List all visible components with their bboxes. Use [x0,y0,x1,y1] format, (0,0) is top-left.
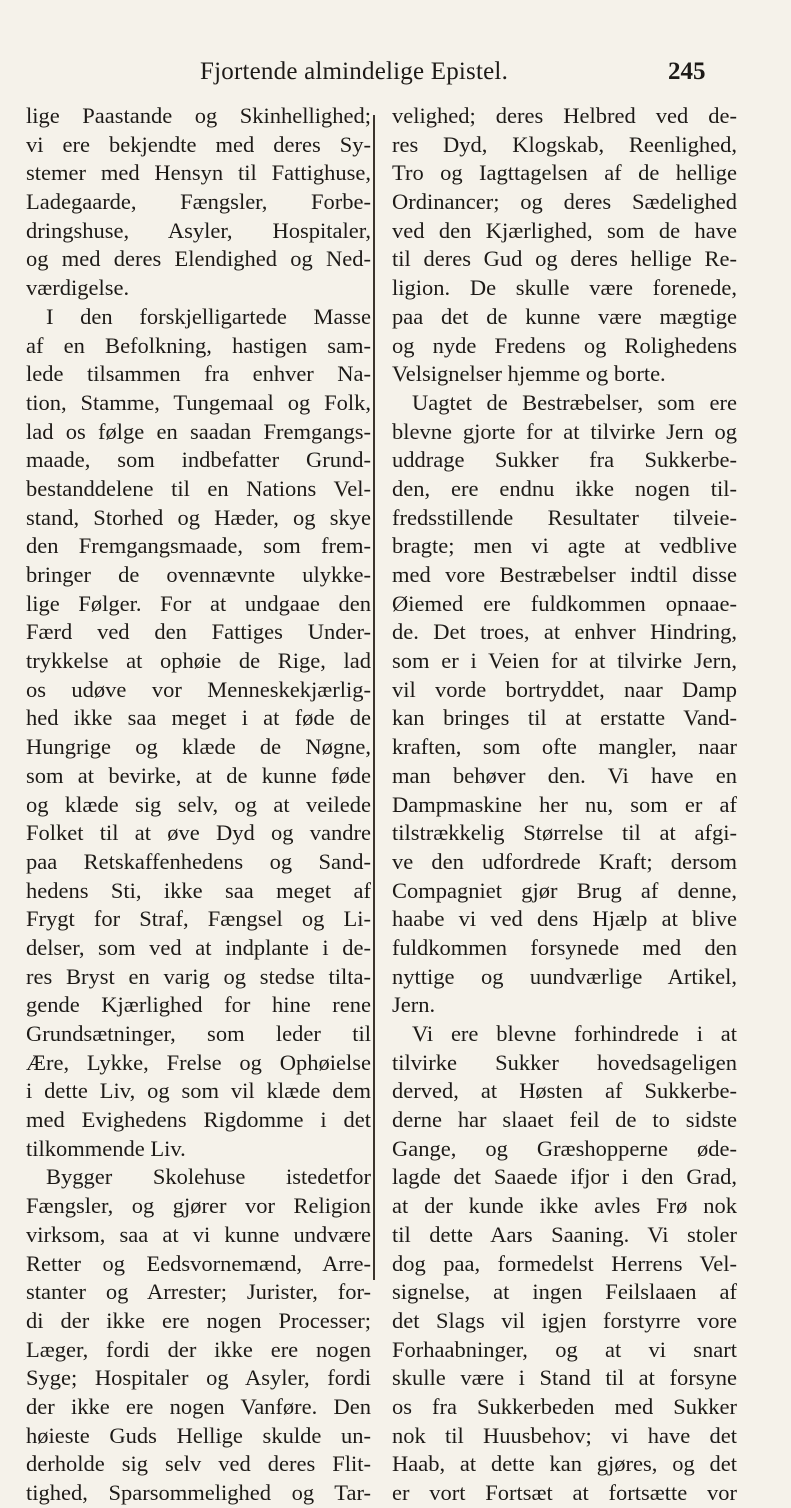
text-line: af en Befolkning, hastigen sam- [26,332,371,358]
text-line: værdigelse. [26,275,130,301]
text-line: de. Det troes, at enhver Hindring, [392,619,737,645]
text-line: lige Følger. For at undgaae den [26,590,371,616]
text-line: Frygt for Straf, Fængsel og Li- [26,906,371,932]
text-line: blevne gjorte for at tilvirke Jern og [392,418,737,444]
text-line: kan bringes til at erstatte Vand- [392,705,737,731]
text-line: fuldkommen forsynede med den [392,934,737,960]
text-line: ved den Kjærlighed, som de have [392,217,737,243]
text-line: ligion. De skulle være forenede, [392,275,737,301]
text-line: tilkommende Liv. [26,1135,186,1161]
text-line: res Bryst en varig og stedse tilta- [26,963,371,989]
text-line: skulle være i Stand til at forsyne [392,1365,737,1391]
text-line: res Dyd, Klogskab, Reenlighed, [392,131,737,157]
text-line: bestanddelene til en Nations Vel- [26,475,371,501]
text-line: Vi ere blevne forhindrede i at [412,1021,737,1046]
text-line: Læger, fordi der ikke ere nogen [26,1336,371,1362]
text-line: med Evighedens Rigdomme i det [26,1107,371,1133]
text-line: lige Paastande og Skinhellighed; [26,103,371,128]
text-line: nyttige og uundværlige Artikel, [392,963,737,989]
text-line: til deres Gud og deres hellige Re- [392,246,737,272]
text-line: Folket til at øve Dyd og vandre [26,820,371,846]
text-line: vi ere bekjendte med deres Sy- [26,131,371,157]
text-line: stand, Storhed og Hæder, og skye [26,504,371,530]
text-line: Hungrige og klæde de Nøgne, [26,734,371,760]
text-line: den Fremgangsmaade, som frem- [26,533,371,559]
text-line: Uagtet de Bestræbelser, som ere [412,389,737,415]
text-line: lad os følge en saadan Fremgangs- [26,418,371,444]
column-divider-rule [373,115,375,1280]
text-line: Ære, Lykke, Frelse og Ophøielse [26,1049,371,1075]
text-line: der ikke ere nogen Vanføre. Den [26,1393,371,1419]
text-line: derholde sig selv ved deres Flit- [26,1451,371,1477]
text-line: høieste Guds Hellige skulde un- [26,1422,371,1448]
text-line: som er i Veien for at tilvirke Jern, [392,648,737,674]
text-line: Tro og Iagttagelsen af de hellige [392,160,737,186]
text-line: lagde det Saaede ifjor i den Grad, [392,1164,737,1190]
page-number: 245 [668,58,706,85]
text-line: dog paa, formedelst Herrens Vel- [392,1250,737,1276]
text-line: lede tilsammen fra enhver Na- [26,361,371,387]
text-line: Øiemed ere fuldkommen opnaae- [392,590,737,616]
text-line: os udøve vor Menneskekjærlig- [26,676,371,702]
text-line: og nyde Fredens og Rolighedens [392,332,737,358]
text-line: Gange, og Græshopperne øde- [392,1135,737,1161]
text-line: er vort Fortsæt at fortsætte vor [392,1480,737,1505]
text-line: paa Retskaffenhedens og Sand- [26,848,371,874]
text-line: fredsstillende Resultater tilveie- [392,504,737,530]
text-line: tion, Stamme, Tungemaal og Folk, [26,389,371,415]
text-line: Haab, at dette kan gjøres, og det [392,1451,737,1477]
text-line: haabe vi ved dens Hjælp at blive [392,906,737,932]
text-line: Færd ved den Fattiges Under- [26,619,371,645]
text-line: di der ikke ere nogen Processer; [26,1307,371,1333]
text-line: Retter og Eedsvornemænd, Arre- [26,1250,371,1276]
text-line: dringshuse, Asyler, Hospitaler, [26,217,371,243]
text-line: tilstrækkelig Størrelse til at afgi- [392,820,737,846]
text-line: som at bevirke, at de kunne føde [26,762,371,788]
running-title: Fjortende almindelige Epistel. [200,58,509,85]
text-line: man behøver den. Vi have en [392,762,737,788]
text-line: derved, at Høsten af Sukkerbe- [392,1078,737,1104]
text-line: hedens Sti, ikke saa meget af [26,877,371,903]
text-line: Velsignelser hjemme og borte. [392,361,666,387]
text-line: og klæde sig selv, og at veilede [26,791,371,817]
text-line: derne har slaaet feil de to sidste [392,1107,737,1133]
right-text-column [392,102,737,1508]
text-line: maade, som indbefatter Grund- [26,447,371,473]
text-line: Bygger Skolehuse istedetfor [46,1164,371,1190]
text-line: tilvirke Sukker hovedsageligen [392,1049,737,1075]
text-line: til dette Aars Saaning. Vi stoler [392,1221,737,1247]
text-line: paa det de kunne være mægtige [392,303,737,329]
text-line: med vore Bestræbelser indtil disse [392,562,737,587]
text-line: bragte; men vi agte at vedblive [392,533,737,559]
text-line: delser, som ved at indplante i de- [26,934,371,960]
text-line: Compagniet gjør Brug af denne, [392,877,737,903]
text-line: det Slags vil igjen forstyrre vore [392,1307,737,1333]
page-header [0,58,791,92]
text-line: Grundsætninger, som leder til [26,1021,371,1046]
text-line: stanter og Arrester; Jurister, for- [26,1279,371,1305]
text-line: stemer med Hensyn til Fattighuse, [26,160,371,186]
text-line: vil vorde bortryddet, naar Damp [392,676,737,702]
left-text-column [26,102,371,1508]
text-line: og med deres Elendighed og Ned- [26,246,371,272]
text-line: Forhaabninger, og at vi snart [392,1336,737,1362]
text-line: Jern. [392,992,436,1018]
text-line: virksom, saa at vi kunne undvære [26,1221,371,1247]
text-line: Ladegaarde, Fængsler, Forbe- [26,189,371,215]
text-line: Fængsler, og gjører vor Religion [26,1193,371,1219]
text-line: at der kunde ikke avles Frø nok [392,1193,737,1219]
text-line: gende Kjærlighed for hine rene [26,992,371,1018]
text-line: nok til Huusbehov; vi have det [392,1422,737,1448]
text-line: hed ikke saa meget i at føde de [26,705,371,731]
text-line: i dette Liv, og som vil klæde dem [26,1078,371,1104]
text-line: velighed; deres Helbred ved de- [392,103,737,128]
text-line: bringer de ovennævnte ulykke- [26,562,371,587]
text-line: ve den udfordrede Kraft; dersom [392,848,737,874]
text-line: I den forskjelligartede Masse [46,303,371,329]
text-line: signelse, at ingen Feilslaaen af [392,1279,737,1305]
text-line: trykkelse at ophøie de Rige, lad [26,648,371,674]
text-line: kraften, som ofte mangler, naar [392,734,737,760]
text-line: Dampmaskine her nu, som er af [392,791,737,817]
text-line: den, ere endnu ikke nogen til- [392,475,737,501]
text-line: os fra Sukkerbeden med Sukker [392,1393,737,1419]
text-line: Syge; Hospitaler og Asyler, fordi [26,1365,371,1391]
text-line: Ordinancer; og deres Sædelighed [392,189,737,215]
text-line: uddrage Sukker fra Sukkerbe- [392,447,737,473]
text-line: tighed, Sparsommelighed og Tar- [26,1480,371,1505]
